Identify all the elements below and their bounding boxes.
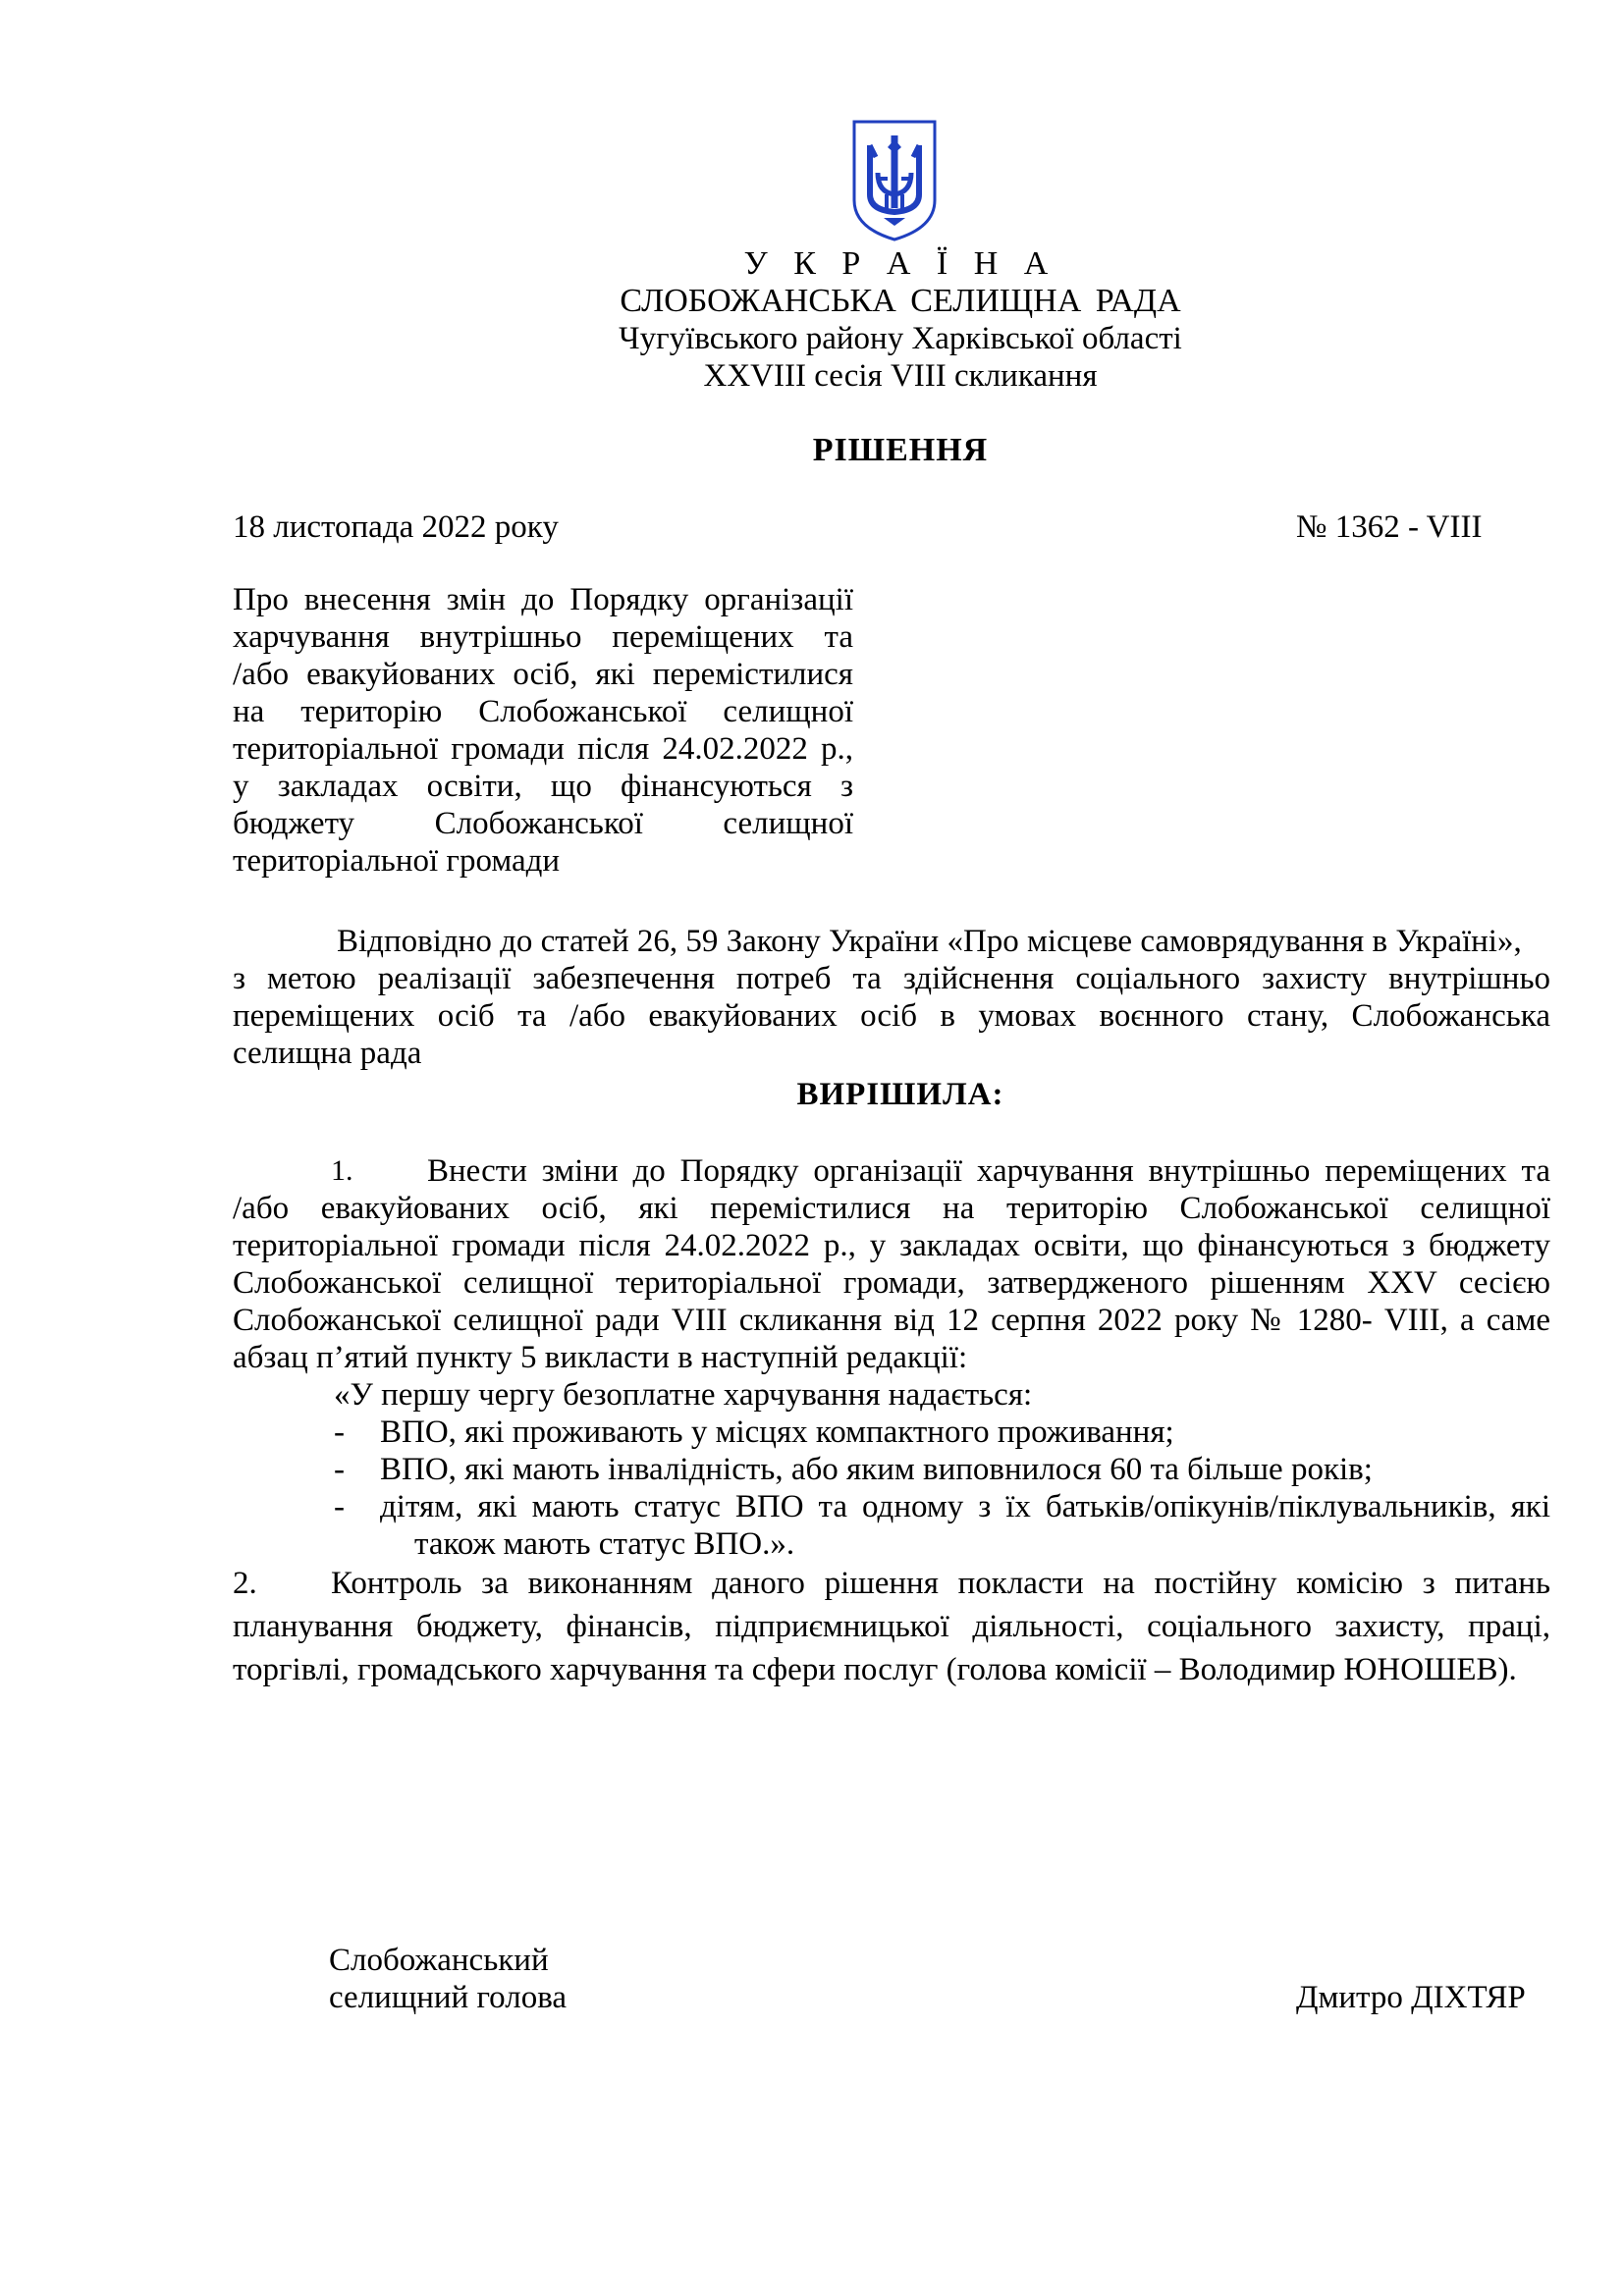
signature-name: Дмитро ДІХТЯР — [1296, 1980, 1526, 2015]
title-line: у закладах освіти, що фінансуються з — [233, 769, 853, 804]
title-line: на територію Слобожанської селищної — [233, 694, 853, 729]
ukraine-coat-of-arms-icon — [850, 118, 939, 243]
item-number: 1. — [331, 1154, 353, 1187]
item-line: абзац п’ятий пункту 5 викласти в наступній редакції: — [233, 1340, 968, 1375]
preamble-line: з метою реалізації забезпечення потреб та здійснення соціального захисту внутрішньо — [233, 961, 1550, 996]
title-line: бюджету Слобожанської селищної — [233, 806, 853, 841]
item-line: Контроль за виконанням даного рішення покласти на постійну комісію з питань — [331, 1566, 1550, 1601]
preamble-paragraph — [233, 923, 1550, 1072]
item-line: /або евакуйованих осіб, які перемістилися на територію Слобожанської селищної — [233, 1191, 1550, 1226]
preamble-line: Відповідно до статей 26, 59 Закону України «Про місцеве самоврядування в Україні», — [337, 924, 1522, 959]
country-heading: У К Р А Ї Н А — [743, 245, 1057, 282]
title-line: Про внесення змін до Порядку організації — [233, 582, 853, 617]
decided-heading: ВИРІШИЛА: — [796, 1077, 1004, 1112]
bullet-text: ВПО, які проживають у місцях компактного проживання; — [380, 1415, 1174, 1450]
bullet-dash: - — [334, 1452, 345, 1487]
item-line: Слобожанської селищної ради VIII скликання від 12 серпня 2022 року № 1280- VIII, а саме — [233, 1303, 1550, 1338]
title-line: територіальної громади після 24.02.2022 р., — [233, 731, 853, 767]
quote-intro: «У першу чергу безоплатне харчування надається: — [334, 1377, 1033, 1413]
council-heading: СЛОБОЖАНСЬКА СЕЛИЩНА РАДА — [620, 283, 1181, 319]
district-line: Чугуївського району Харківської області — [619, 321, 1182, 356]
bullet-text: дітям, які мають статус ВПО та одному з їх батьків/опікунів/піклувальників, які — [380, 1489, 1550, 1524]
decision-title — [233, 581, 853, 880]
signature-position: Слобожанський — [329, 1943, 549, 1978]
bullet-dash: - — [334, 1415, 345, 1450]
item-line: планування бюджету, фінансів, підприємницької діяльності, соціального захисту, праці, — [233, 1609, 1550, 1644]
title-line: харчування внутрішньо переміщених та — [233, 619, 853, 655]
preamble-line: селищна рада — [233, 1036, 422, 1071]
document-number: № 1362 - VIII — [1296, 509, 1483, 545]
item-line: Внести зміни до Порядку організації харчування внутрішньо переміщених та — [427, 1153, 1550, 1189]
bullet-text: ВПО, які мають інвалідність, або яким виповнилося 60 та більше років; — [380, 1452, 1373, 1487]
preamble-line: переміщених осіб та /або евакуйованих осіб в умовах воєнного стану, Слобожанська — [233, 998, 1550, 1034]
bullet-text: також мають статус ВПО.». — [414, 1526, 795, 1562]
item-line: торгівлі, громадського харчування та сфери послуг (голова комісії – Володимир ЮНОШЕВ). — [233, 1652, 1517, 1687]
decision-item-1 — [233, 1152, 1550, 1376]
document-date: 18 листопада 2022 року — [233, 509, 559, 545]
item-line: територіальної громади після 24.02.2022 р., у закладах освіти, що фінансуються з бюджету — [233, 1228, 1550, 1263]
signature-position: селищний голова — [329, 1980, 568, 2015]
item-number: 2. — [233, 1566, 257, 1601]
document-type-heading: РІШЕННЯ — [812, 432, 989, 468]
bullet-dash: - — [334, 1489, 345, 1524]
decision-item-2 — [233, 1565, 1550, 1694]
session-line: XXVIII сесія VIII скликання — [703, 358, 1098, 394]
title-line: територіальної громади — [233, 843, 561, 879]
title-line: /або евакуйованих осіб, які перемістилися — [233, 657, 853, 692]
item-line: Слобожанської селищної територіальної громади, затвердженого рішенням XXV сесією — [233, 1265, 1550, 1301]
